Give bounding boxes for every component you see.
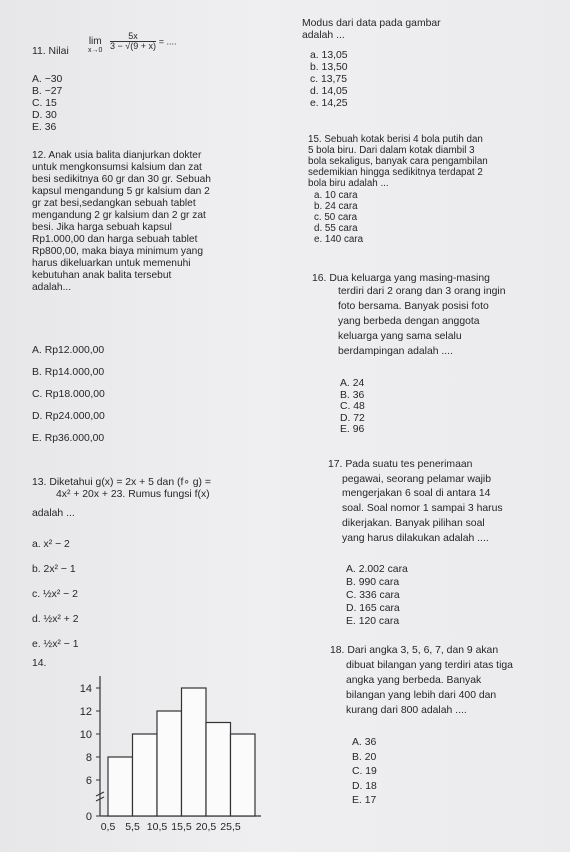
- q18-option-d[interactable]: D. 18: [352, 780, 377, 792]
- qtop-options: [310, 50, 348, 110]
- q11-denominator: 3 − √(9 + x): [110, 41, 156, 51]
- qtop-option-a[interactable]: a. 13,05: [310, 50, 348, 61]
- q18-options: [352, 736, 377, 809]
- q13-intro: 13. Diketahui: [32, 477, 93, 488]
- q18-option-c[interactable]: C. 19: [352, 766, 377, 777]
- q15-line: 15. Sebuah kotak berisi 4 bola putih dan: [308, 134, 483, 145]
- q16-line: terdiri dari 2 orang dan 3 orang ingin: [338, 286, 506, 297]
- q12-option-c[interactable]: C. Rp18.000,00: [32, 389, 105, 400]
- q11-equals: = ....: [158, 36, 177, 47]
- q13-options: [32, 533, 79, 658]
- q16-line: foto bersama. Banyak posisi foto: [338, 301, 489, 312]
- q15-option-e[interactable]: e. 140 cara: [314, 234, 364, 245]
- q16-options: [340, 378, 365, 436]
- q15-option-c[interactable]: c. 50 cara: [314, 212, 358, 223]
- q14-number: 14.: [32, 658, 47, 669]
- q16-option-e[interactable]: E. 96: [340, 424, 365, 435]
- q12-line: Rp1.000,00 dan harga sebuah tablet: [32, 234, 198, 245]
- q11-lim-text: lim: [88, 36, 102, 47]
- q18-line: dibuat bilangan yang terdiri atas tiga: [346, 660, 513, 671]
- q12-options: [32, 340, 105, 450]
- q17-option-e[interactable]: E. 120 cara: [346, 616, 400, 627]
- x-tick-label: 25,5: [220, 821, 241, 833]
- q16-line: 16. Dua keluarga yang masing-masing: [312, 273, 490, 284]
- y-tick-label: 10: [79, 729, 92, 741]
- q16-line: yang berbeda dengan anggota: [338, 316, 480, 327]
- q13-composition-label: dan (f∘ g) =: [156, 477, 211, 488]
- q17-option-b[interactable]: B. 990 cara: [346, 577, 400, 588]
- q18-option-a[interactable]: A. 36: [352, 737, 377, 748]
- q12-option-e[interactable]: E. Rp36.000,00: [32, 433, 105, 444]
- q12-line: gr zat besi,sedangkan sebuah tablet: [32, 198, 196, 209]
- q13-line3: adalah ...: [32, 508, 75, 519]
- q12-line: mengandung 2 gr kalsium dan 2 gr zat: [32, 210, 206, 221]
- q12-line: kebutuhan anak balita tersebut: [32, 270, 172, 281]
- q15-line: 5 bola biru. Dari dalam kotak diambil 3: [308, 145, 475, 156]
- histogram-bar: [206, 723, 231, 817]
- x-tick-label: 20,5: [195, 821, 217, 833]
- x-tick-label: 10,5: [146, 821, 168, 833]
- q15-line: bola biru adalah ...: [308, 178, 389, 189]
- histogram-bar: [157, 711, 182, 816]
- q15-line: sedemikian hingga sedikitnya terdapat 2: [308, 167, 483, 178]
- x-tick-label: 15,5: [171, 821, 192, 833]
- q13-option-b[interactable]: b. 2x² − 1: [32, 564, 76, 575]
- q11-option-e[interactable]: E. 36: [32, 122, 57, 133]
- q16-option-c[interactable]: C. 48: [340, 401, 365, 412]
- qtop-option-d[interactable]: d. 14,05: [310, 86, 348, 97]
- histogram-bar: [133, 734, 158, 816]
- q11-option-c[interactable]: C. 15: [32, 98, 57, 109]
- q12-line: Rp800,00, maka biaya minimum yang: [32, 246, 204, 257]
- q14-histogram: [68, 670, 278, 840]
- histogram-y-tick-labels: [80, 683, 100, 823]
- q17-line: pegawai, seorang pelamar wajib: [342, 474, 492, 485]
- q15-option-d[interactable]: d. 55 cara: [314, 223, 358, 234]
- q11-numerator: 5x: [110, 32, 156, 42]
- qtop-text: [302, 18, 441, 42]
- q15-line: bola sekaligus, banyak cara pengambilan: [308, 156, 488, 167]
- q18-option-e[interactable]: E. 17: [352, 795, 377, 806]
- q12-line: adalah...: [32, 282, 72, 293]
- histogram-bar: [182, 688, 207, 816]
- q11-option-a[interactable]: A. −30: [32, 74, 63, 85]
- y-tick-label: 6: [85, 775, 92, 787]
- q16-line: keluarga yang sama selalu: [338, 331, 462, 342]
- x-tick-label: 0,5: [100, 821, 116, 833]
- q13-question: Rumus fungsi f(x): [128, 489, 210, 500]
- y-tick-label: 0: [85, 811, 92, 823]
- q12-line: besi. Jika harga sebuah kapsul: [32, 222, 172, 233]
- q16-line: berdampingan adalah ....: [338, 346, 453, 357]
- histogram-bars: [108, 688, 255, 816]
- x-tick-label: 5,5: [125, 821, 140, 833]
- histogram-x-tick-labels: [101, 821, 241, 833]
- qtop-option-e[interactable]: e. 14,25: [310, 98, 348, 109]
- y-tick-label: 8: [85, 752, 92, 764]
- q13-g-definition: g(x) = 2x + 5: [95, 477, 154, 488]
- q17-line: 17. Pada suatu tes penerimaan: [328, 459, 473, 470]
- q12-line: 12. Anak usia balita dianjurkan dokter: [32, 150, 202, 161]
- q18-line: kurang dari 800 adalah ....: [346, 705, 467, 716]
- q12-line: besi sedikitnya 60 gr dan 30 gr. Sebuah: [32, 174, 211, 185]
- q18-line: 18. Dari angka 3, 5, 6, 7, dan 9 akan: [330, 645, 499, 656]
- q18-line: bilangan yang lebih dari 400 dan: [346, 690, 497, 701]
- q13-line1: [32, 477, 211, 489]
- q13-option-e[interactable]: e. ½x² − 1: [32, 639, 79, 650]
- q17-line: soal. Soal nomor 1 sampai 3 harus: [342, 503, 503, 514]
- qtop-line: adalah ...: [302, 30, 345, 41]
- q13-option-a[interactable]: a. x² − 2: [32, 539, 70, 550]
- q12-line: untuk mengkonsumsi kalsium dan zat: [32, 162, 202, 173]
- qtop-line: Modus dari data pada gambar: [302, 18, 441, 29]
- y-tick-label: 12: [79, 706, 92, 718]
- q11-lim-sub: x→0: [88, 47, 103, 54]
- q18-line: angka yang berbeda. Banyak: [346, 675, 482, 686]
- q12-option-d[interactable]: D. Rp24.000,00: [32, 411, 105, 422]
- q13-option-d[interactable]: d. ½x² + 2: [32, 614, 79, 625]
- qtop-option-b[interactable]: b. 13,50: [310, 62, 348, 73]
- q11-prefix: 11. Nilai: [32, 46, 69, 57]
- q11-options: [32, 74, 62, 134]
- q13-line2: [56, 489, 210, 501]
- q12-line: kapsul mengandung 5 gr kalsium dan 2: [32, 186, 210, 197]
- q17-line: yang harus dilakukan adalah ....: [342, 533, 489, 544]
- y-tick-label: 14: [79, 683, 92, 695]
- q17-option-a[interactable]: A. 2.002 cara: [346, 564, 408, 575]
- q11-fraction: [110, 32, 177, 51]
- q12-text: [32, 150, 211, 294]
- q17-line: dikerjakan. Banyak pilihan soal: [342, 518, 485, 529]
- q11-limit: [88, 37, 102, 54]
- q16-option-d[interactable]: D. 72: [340, 412, 365, 424]
- q12-line: harus dikeluarkan untuk memenuhi: [32, 258, 191, 269]
- q15-option-b[interactable]: b. 24 cara: [314, 201, 358, 212]
- q17-options: [346, 563, 408, 628]
- q13-composition-value: 4x² + 20x + 23.: [56, 489, 126, 500]
- q12-option-a[interactable]: A. Rp12.000,00: [32, 345, 105, 356]
- q17-option-d[interactable]: D. 165 cara: [346, 603, 400, 614]
- histogram-bar: [108, 757, 133, 816]
- q13-option-c[interactable]: c. ½x² − 2: [32, 589, 78, 600]
- q16-option-b[interactable]: B. 36: [340, 389, 365, 401]
- q17-line: mengerjakan 6 soal di antara 14: [342, 488, 491, 499]
- q15-options: [314, 190, 363, 245]
- q15-option-a[interactable]: a. 10 cara: [314, 190, 358, 201]
- q18-option-b[interactable]: B. 20: [352, 751, 377, 763]
- q17-option-c[interactable]: C. 336 cara: [346, 590, 400, 601]
- qtop-option-c[interactable]: c. 13,75: [310, 74, 347, 85]
- histogram-bar: [231, 734, 256, 816]
- q15-text: [308, 134, 488, 189]
- q16-option-a[interactable]: A. 24: [340, 378, 365, 389]
- q12-option-b[interactable]: B. Rp14.000,00: [32, 367, 105, 378]
- q11-option-d[interactable]: D. 30: [32, 110, 57, 121]
- q11-option-b[interactable]: B. −27: [32, 86, 63, 97]
